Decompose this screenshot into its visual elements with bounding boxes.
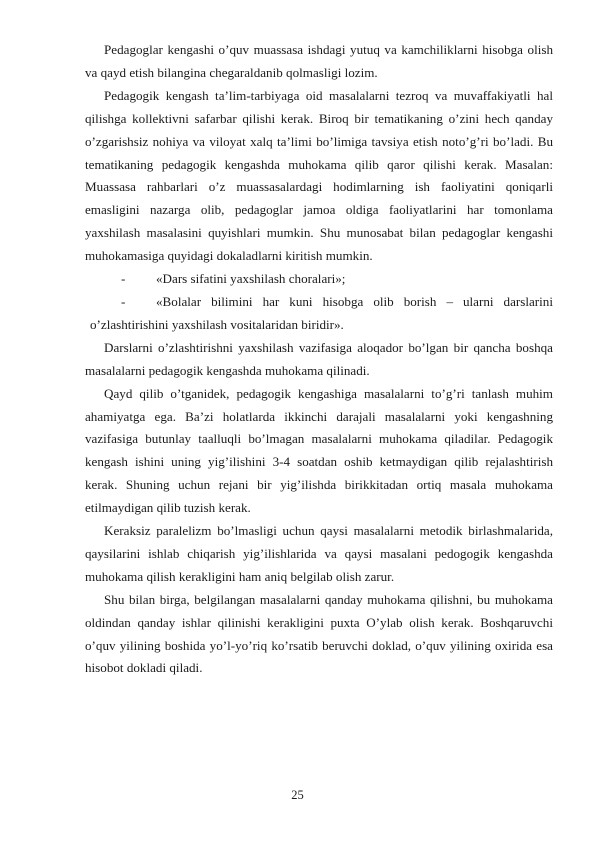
page-body <box>85 39 553 680</box>
list-item-text: «Dars sifatini yaxshilash choralari»; <box>156 271 346 287</box>
paragraph-6: Shu bilan birga, belgilangan masalalarni qanday muhokama qilishni, bu muhokama oldindan qanday ishlar qilinishi kerakligini puxta O’ylab olish kerak. Boshqaruvchi o’quv yilining boshida yo’l-yo’riq ko’rsatib beruvchi doklad, o’quv yilining oxirida esa hisobot dokladi qiladi. <box>85 591 553 676</box>
list-dash: - <box>121 293 126 309</box>
paragraph-2: Pedagogik kengash ta’lim-tarbiyaga oid masalalarni tezroq va muvaffakiyatli hal qilishga kollektivni safarbar qilishi kerak. Biroq bir tematikaning o’zini hech qanday o’zgarishsiz nohiya va viloyat xalq ta’limi bo’limiga tavsiya etish noto’g’ri bo’ladi. Bu tematikaning pedagogik kengashda muhokama qilib qaror qilishi kerak. Masalan: Muassasa rahbarlari o’z muassasalardagi hodimlarning ish faoliyatini qoniqarli emasligini nazarga olib, pedagoglar jamoa oldiga faoliyatlarini har tomonlama yaxshilash masalasini quyishlari mumkin. Shu munosabat bilan pedagoglar kengashi muhokamasiga quyidagi dokaladlarni kiritish mumkin. <box>85 87 553 264</box>
paragraph-3: Darslarni o’zlashtirishni yaxshilash vazifasiga aloqador bo’lgan bir qancha boshqa masalalarni pedagogik kengashda muhokama qilinadi. <box>85 339 553 378</box>
list-dash: - <box>121 271 126 287</box>
page-number: 25 <box>291 788 304 802</box>
list-item-text: «Bolalar bilimini har kuni hisobga olib borish – ularni darslarini o’zlashtirishini yaxshilash vositalaridan biridir». <box>90 293 553 332</box>
list-item <box>85 291 553 337</box>
paragraph-1: Pedagoglar kengashi o’quv muassasa ishdagi yutuq va kamchiliklarni hisobga olish va qayd etish bilangina chegaraldanib qolmasligi lozim. <box>85 42 553 80</box>
list-item <box>85 268 553 291</box>
paragraph-4: Qayd qilib o’tganidek, pedagogik kengashiga masalalarni to’g’ri tanlash muhim ahamiyatga ega. Ba’zi holatlarda ikkinchi darajali masalalarni yoki kengashning vazifasiga butunlay taalluqli bo’lmagan masalalarni muhokama qiladilar. Pedagogik kengash ishini uning yig’ilishini 3-4 soatdan oshib ketmaydigan qilib rejalashtirish kerak. Shuning uchun rejani bir yig’ilishda birikkitadan ortiq masala muhokama etilmaydigan qilib tuzish kerak. <box>85 385 553 516</box>
paragraph-5: Keraksiz paralelizm bo’lmasligi uchun qaysi masalalarni metodik birlashmalarida, qaysilarini ishlab chiqarish yig’ilishlarida va qaysi masalani pedogogik kengashda muhokama qilish kerakligini ham aniq belgilab olish zarur. <box>85 523 553 584</box>
